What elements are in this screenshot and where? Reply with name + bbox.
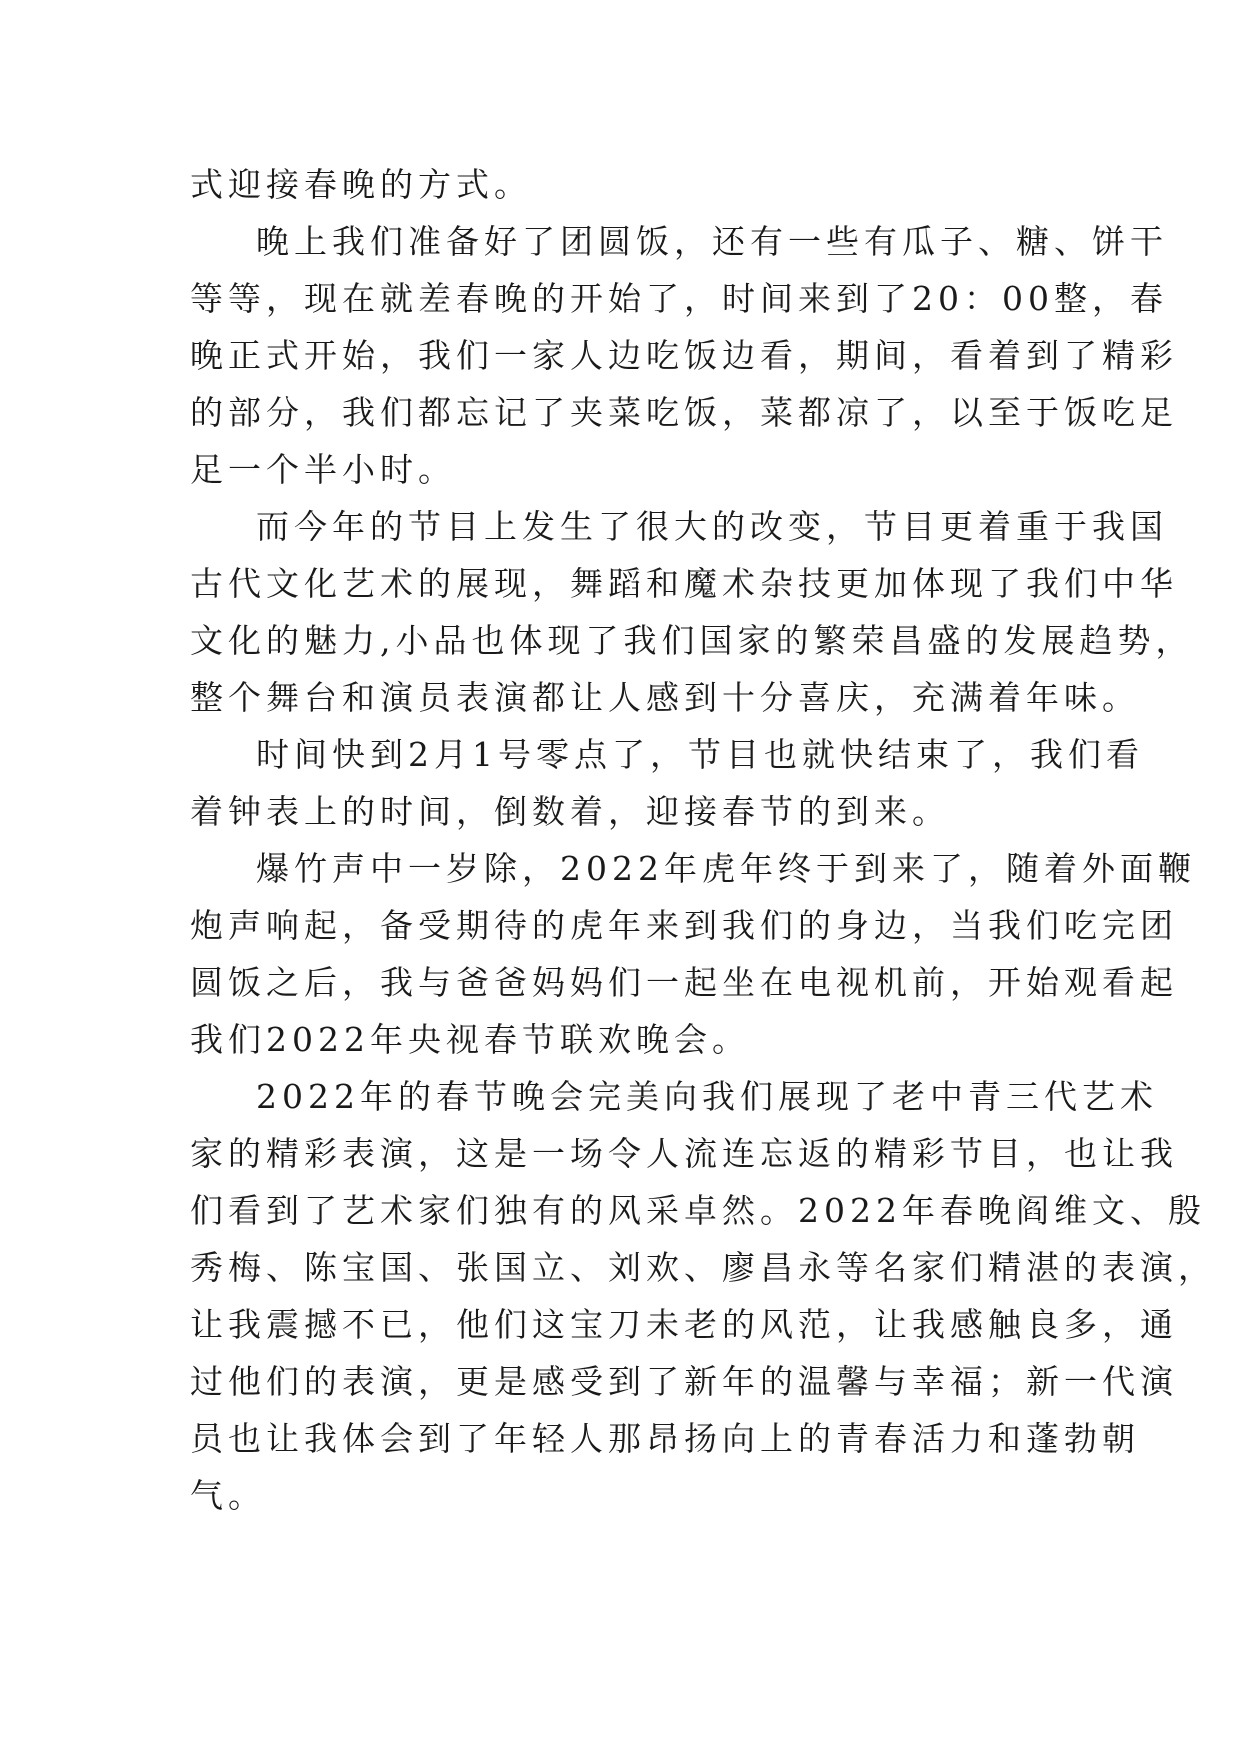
body-text: [190, 156, 1216, 1524]
paragraph: [190, 840, 1196, 1068]
text-line: 爆竹声中一岁除，2022年虎年终于到来了，随着外面鞭: [256, 849, 1196, 888]
paragraph: [190, 726, 1144, 840]
text-line: 晚正式开始，我们一家人边吃饭边看，期间，看着到了精彩: [190, 336, 1178, 375]
text-line: 们看到了艺术家们独有的风采卓然。2022年春晚阎维文、殷: [190, 1191, 1206, 1230]
text-line: 气。: [190, 1476, 266, 1515]
text-line: 炮声响起，备受期待的虎年来到我们的身边，当我们吃完团: [190, 906, 1178, 945]
text-line: 2022年的春节晚会完美向我们展现了老中青三代艺术: [256, 1077, 1158, 1116]
text-line: 圆饭之后，我与爸爸妈妈们一起坐在电视机前，开始观看起: [190, 963, 1178, 1002]
text-line: 式迎接春晚的方式。: [190, 165, 532, 204]
text-line: 让我震撼不已，他们这宝刀未老的风范，让我感触良多，通: [190, 1305, 1178, 1344]
text-line: 过他们的表演，更是感受到了新年的温馨与幸福；新一代演: [190, 1362, 1178, 1401]
text-line: 古代文化艺术的展现，舞蹈和魔术杂技更加体现了我们中华: [190, 564, 1178, 603]
text-line: 的部分，我们都忘记了夹菜吃饭，菜都凉了，以至于饭吃足: [190, 393, 1178, 432]
paragraph: [190, 498, 1194, 726]
text-line: 员也让我体会到了年轻人那昂扬向上的青春活力和蓬勃朝: [190, 1419, 1140, 1458]
text-line: 文化的魅力,小品也体现了我们国家的繁荣昌盛的发展趋势，: [190, 621, 1194, 660]
paragraph: [190, 213, 1178, 498]
text-line: 足一个半小时。: [190, 450, 456, 489]
text-line: 晚上我们准备好了团圆饭，还有一些有瓜子、糖、饼干: [256, 222, 1168, 261]
text-line: 时间快到2月1号零点了，节目也就快结束了，我们看: [256, 735, 1144, 774]
text-line: 秀梅、陈宝国、张国立、刘欢、廖昌永等名家们精湛的表演，: [190, 1248, 1216, 1287]
text-line: 家的精彩表演，这是一场令人流连忘返的精彩节目，也让我: [190, 1134, 1178, 1173]
text-line: 而今年的节目上发生了很大的改变，节目更着重于我国: [256, 507, 1168, 546]
paragraph: [190, 156, 1060, 213]
paragraph: [190, 1068, 1216, 1524]
text-line: 等等，现在就差春晚的开始了，时间来到了20：00整，春: [190, 279, 1168, 318]
text-line: 着钟表上的时间，倒数着，迎接春节的到来。: [190, 792, 950, 831]
text-line: 整个舞台和演员表演都让人感到十分喜庆，充满着年味。: [190, 678, 1140, 717]
text-line: 我们2022年央视春节联欢晚会。: [190, 1020, 750, 1059]
